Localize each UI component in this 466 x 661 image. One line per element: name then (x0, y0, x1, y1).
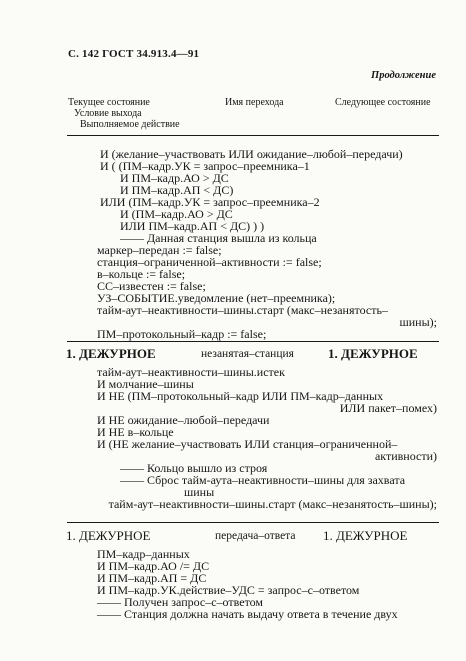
block1-line: ИЛИ ПМ–кадр.АП < ДС) ) ) (120, 219, 265, 233)
section-rule (67, 522, 439, 523)
section3-line: И ПМ–кадр.УК.действие–УДС = запрос–с–ответом (97, 583, 360, 597)
block1-line: И ПМ–кадр.АП < ДС) (120, 183, 234, 197)
column-next-state: Следующее состояние (335, 97, 431, 108)
block1-line: И (желание–участвовать ИЛИ ожидание–любой–передачи) (100, 147, 403, 161)
column-transition-name: Имя перехода (225, 97, 284, 108)
section2-line: И НЕ (ПМ–протокольный–кадр ИЛИ ПМ–кадр–данных (97, 389, 384, 403)
block1-line: станция–ограниченной–активности := false; (97, 255, 322, 269)
section2-line: И (НЕ желание–участвовать ИЛИ станция–ограниченной– (97, 437, 398, 451)
section2-comment: —— Кольцо вышло из строя (120, 461, 268, 475)
block1-line: ИЛИ (ПМ–кадр.УК = запрос–преемника–2 (100, 195, 320, 209)
page-header: С. 142 ГОСТ 34.913.4—91 (68, 48, 200, 60)
section2-line: И НЕ в–кольце (97, 425, 174, 439)
block1-line: шины); (399, 315, 437, 329)
column-action: Выполняемое действие (80, 119, 180, 130)
continuation-label: Продолжение (371, 70, 436, 81)
section2-line: тайм-аут–неактивности–шины.старт (макс–незанятость–шины); (108, 497, 437, 511)
section2-comment: шины (184, 485, 215, 499)
block1-line: И ПМ–кадр.АО > ДС (120, 171, 229, 185)
column-condition: Условие выхода (74, 108, 142, 119)
section3-line: И ПМ–кадр.АО /= ДС (97, 559, 210, 573)
section3-line: ПМ–кадр–данных (97, 547, 190, 561)
block1-line: И ( (ПМ–кадр.УК = запрос–преемника–1 (100, 159, 310, 173)
block1-line: в–кольце := false; (97, 267, 186, 281)
section2-current-state: 1. ДЕЖУРНОЕ (66, 346, 156, 361)
section2-transition: незанятая–станция (201, 348, 294, 360)
section-rule (67, 341, 439, 342)
section3-comment: —— Получен запрос–с–ответом (97, 595, 264, 609)
section2-comment: —— Сброс тайм-аута–неактивности–шины для захвата (120, 473, 406, 487)
block1-line: тайм-аут–неактивности–шины.старт (макс–незанятость– (97, 303, 388, 317)
header-rule (67, 135, 439, 136)
section2-line: И молчание–шины (97, 377, 194, 391)
block1-line: И (ПМ–кадр.АО > ДС (120, 207, 233, 221)
block1-line: маркер–передан := false; (97, 243, 222, 257)
section3-comment: —— Станция должна начать выдачу ответа в течение двух (97, 607, 398, 621)
section2-line: активности) (374, 449, 437, 463)
section2-line: ИЛИ пакет–помех) (339, 401, 437, 415)
section2-line: И НЕ ожидание–любой–передачи (97, 413, 270, 427)
section2-line: тайм-аут–неактивности–шины.истек (97, 365, 285, 379)
block1-comment: —— Данная станция вышла из кольца (120, 231, 317, 245)
block1-line: УЗ–СОБЫТИЕ.уведомление (нет–преемника); (97, 291, 336, 305)
section3-line: И ПМ–кадр.АП = ДС (97, 571, 207, 585)
section3-transition: передача–ответа (215, 530, 296, 542)
block1-line: СС–известен := false; (97, 279, 206, 293)
section2-next-state: 1. ДЕЖУРНОЕ (328, 346, 418, 361)
section3-next-state: 1. ДЕЖУРНОЕ (323, 528, 408, 543)
column-current-state: Текущее состояние (68, 97, 150, 108)
block1-line: ПМ–протокольный–кадр := false; (97, 327, 267, 341)
section3-current-state: 1. ДЕЖУРНОЕ (66, 528, 151, 543)
